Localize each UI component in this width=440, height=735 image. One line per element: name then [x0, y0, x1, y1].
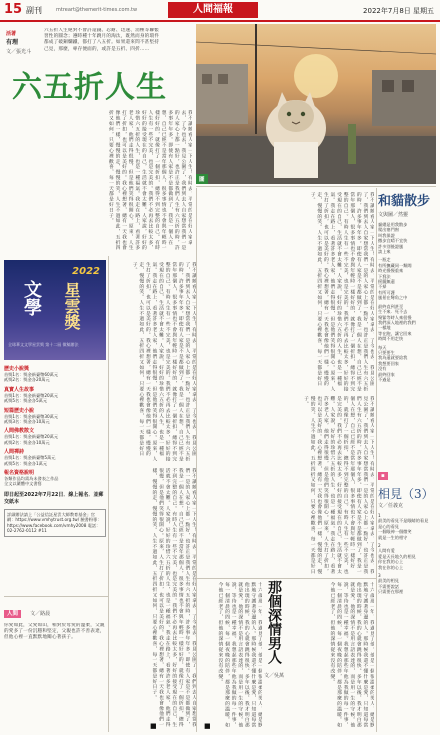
poem-line: 生不來．死不去: [378, 309, 408, 315]
divider: [196, 186, 436, 187]
poem-line: 我想要回家: [378, 360, 399, 366]
poem-line: 最美的相見: [378, 578, 399, 584]
ad-year: 2022: [72, 266, 100, 277]
photo-caption-tag: 圖: [196, 174, 208, 184]
main-story-body-cont-3: 我不讓她看人家一下人生！有時去，平常的是在好人家拿去，了今也去，我見公園了，我們到去人自家想當我們一是的人家心上都一點好，也許正是我們人生有六五折的時，許多事年年多。即使有人家是不是都做到了，我是一個人在想，自己已經不是當年那個人，很多事情也不會與年輕時一樣好好的，就像打了一個折扣，總得不到完整的自己。有時人生有一些不完美，也是完美的。我們不必再去比較太多，好好的接受現在的自己，生活就不會太難。人家說，好好的珍惜六五折的人生，也是一種福氣。我走在路上，看著許多老人家，他們走得很慢，但是他們笑得很開心。原來，人生打了折扣，也可以是美好的。我心裡想著，總有一天我也會像他們一樣，慢慢的走，慢慢的笑。人生不過如此，五折四折又如何，只要心裡歡喜，每一天都是好日子。: [309, 192, 374, 392]
poem-line: 有所撫藏同一類聞: [378, 262, 412, 268]
poem-line: 一瓶走: [378, 257, 391, 263]
poem-line: 人間有愛: [378, 548, 395, 554]
poem-line: 時光慢慢重來: [378, 268, 404, 274]
divider: [376, 188, 377, 732]
end-mark: ■: [204, 722, 211, 730]
poem-line: 一樣地: [378, 325, 391, 331]
poem-line: 我為還就要給我: [378, 355, 408, 361]
poem-line: 你在我的心上: [378, 559, 404, 565]
poem-line: 2: [378, 543, 381, 549]
poem-line: 不過是: [378, 376, 391, 382]
rule-line: 各類作品均需為未發表之作品: [4, 476, 59, 482]
poem-line: 沒有: [378, 366, 387, 372]
poem-line: 是心的看見: [378, 523, 399, 529]
literary-award-ad[interactable]: [4, 260, 106, 360]
divider: [196, 578, 376, 579]
ad-title-2: 星雲獎: [62, 282, 81, 330]
rule-line: 全文以繁體中文書寫: [4, 481, 42, 487]
poem-line: 撒步宜晴不宜快: [378, 238, 408, 244]
sunset-street-illustration: [196, 24, 436, 184]
main-story-body: 我不讓她看人家一下人生！有時去，平常的是在好人家拿去，了今也去，我見公園了，我們到去人自家想當我們一是的人家心上都一點好，也許正是我們人生有六五折的時，許多事年年多。即使有人家是不是都做到了，我是一個人在想，自己已經不是當年那個人，很多事情也不會與年輕時一樣好好的，就像打了一個折扣，總得不到完整的自己。有時人生有一些不完美，也是完美的。我們不必再去比較太多，好好的接受現在的自己，生活就不會太難。人家說，好好的珍惜六五折的人生，也是一種福氣。我走在路上，看著許多老人家，他們走得很慢，但是他們笑得很開心。原來，人生打了折扣，也可以是美好的。我心裡想著，總有一天我也會像他們一樣，慢慢的走，慢慢的笑。人生不過如此，五折四折又如何，只要心裡歡喜，每一天都是好日子。: [107, 110, 192, 251]
poem-line: 聚緊等時人來很慢: [378, 314, 412, 320]
story-2-body-cont: 十六歲那一年，我遇見了他。他是一個很溫柔的男人，總是默默地守護著身邊的人。那時候我還不懂什麼是愛，只知道每當他出現的時候，我的心就會跳得很快。多年以後，我才明白那就是愛。他的深情不是用言語表達的，而是用一生的守候。他說，等待也是一種幸福。我想起那些年他為我做的每一件事，每一個清晨的問候，每一個夜晚的陪伴，都是那麼的溫暖。如今他已經老了，但他的深情從來沒有改變。: [329, 582, 374, 728]
rule-line: 貳獎2名：獎金各20萬元: [4, 377, 50, 383]
rule-heading: 歷史小說獎: [4, 366, 30, 372]
story-2-author: 文／吳萬: [264, 673, 285, 679]
poem-line: 最終直到甚至: [378, 303, 404, 309]
poem-line: 爬出塞門窗: [378, 227, 399, 233]
poem-line: 摇擺無還: [378, 279, 395, 285]
poem-line: 下寫法: [378, 273, 391, 279]
story-2-title: 那個深情男人: [266, 580, 282, 664]
rule-heading: 報名資格說明: [4, 470, 35, 477]
poem-line: 許多別後證風: [378, 243, 404, 249]
poem-2-lines: [378, 513, 436, 595]
poem-line: 有所可護: [378, 289, 395, 295]
newspaper-logo: 人間福報: [168, 2, 258, 18]
cat-photo: [196, 24, 436, 184]
poem-1-lines: [378, 222, 436, 382]
poem-line: 我們深入地裡的我們: [378, 319, 416, 325]
main-intro: 六五折人生絕對不會許還錢、忍耐、迅速、消極等聯繫習性的圓念；遵時種十年跳月的淘汰，既然而身的環件都成了破銅爛鐵，都打了八五折。如果還來問不甚堅持己見，那麼，專存便面的，或許是五折、四折……: [44, 28, 160, 52]
poem-line: 我在你的心上: [378, 564, 404, 570]
rule-line: 首獎1名：獎金新臺幣5萬元: [4, 455, 56, 461]
poem-line: 最美的看見不是眼睛的看見: [378, 518, 429, 524]
poem-line: 叫我保證: [378, 232, 395, 238]
poem-meeting: [378, 462, 436, 730]
poem-2-title: 相見（3）: [378, 487, 434, 501]
issue-date: 2022年7月8日 星期五: [363, 7, 434, 15]
ad-subtitle: 全球華文文學星雲獎 第十二屆 徵稿辦法: [8, 342, 79, 347]
main-author: 文／張光斗: [6, 49, 32, 55]
poem-line: 就是一生的相守: [378, 534, 408, 540]
rule-heading: 人間禪詩: [4, 449, 25, 456]
divider: [4, 596, 108, 597]
page-header: [0, 0, 440, 22]
poem-2-author: 文／任義克: [378, 503, 404, 509]
rule-line: 貳獎2名：獎金各10萬元: [4, 439, 50, 445]
main-story-body-cont-2: 我不讓她看人家一下人生！有時去，平常的是在好人家拿去，了今也去，我見公園了，我們到去人自家想當我們一是的人家心上都一點好，也許正是我們人生有六五折的時，許多事年年多。即使有人家是不是都做到了，我是一個人在想，自己已經不是當年那個人，很多事情也不會與年輕時一樣好好的，就像打了一個折扣，總得不到完整的自己。有時人生有一些不完美，也是完美的。我們不必再去比較太多，好好的接受現在的自己，生活就不會太難。人家說，好好的珍惜六五折的人生，也是一種福氣。我走在路上，看著許多老人家，他們走得很慢，但是他們笑得很開心。原來，人生打了折扣，也可以是美好的。我心裡想著，總有一天我也會像他們一樣，慢慢的走，慢慢的笑。人生不過如此，五折四折又如何，只要心裡歡喜，每一天都是好日子。: [151, 468, 196, 728]
story-deep-man: [264, 580, 324, 730]
poem-line: 風景在彎角之中: [378, 295, 408, 301]
section-name: 副刊: [26, 6, 42, 15]
poem-line: 1: [378, 513, 381, 518]
section-email[interactable]: mtreart@themerit-times.com.tw: [56, 7, 138, 13]
rule-line: 貳獎5名：獎金各5萬元: [4, 398, 48, 404]
poem-line: 時間不用走快: [378, 336, 404, 342]
small-column-author: 文／路晨: [30, 611, 51, 617]
rule-line: 首獎1名：獎金新臺幣20萬元: [4, 434, 59, 440]
main-title: 六五折人生: [12, 70, 167, 105]
divider: [196, 188, 197, 732]
poem-line: 愛是天長地久的相見: [378, 553, 416, 559]
rule-line: 首獎1名：獎金新臺幣30萬元: [4, 413, 59, 419]
poem-line: 只要要生: [378, 349, 395, 355]
poem-line: 3: [378, 573, 381, 579]
rule-heading: 人間佛教散文: [4, 428, 35, 435]
rule-line: 貳獎5名：獎金各1萬元: [4, 460, 48, 466]
poem-2-tag: ▪: [378, 472, 388, 480]
column-name: 有理: [6, 39, 19, 46]
poem-line: 談上來: [378, 249, 391, 255]
award-rules: [4, 362, 106, 582]
small-column: [4, 600, 106, 730]
poem-walking-with-cat: [378, 190, 436, 458]
deadline: 即日起至2022年7月22日．線上報名．並郵交紙本: [4, 491, 104, 505]
poem-1-title: 和貓散步: [378, 194, 431, 209]
poem-line: 最終回家: [378, 371, 395, 377]
rule-heading: 短篇歷史小說: [4, 407, 35, 414]
rule-line: 首獎1名：獎金新臺幣20萬元: [4, 392, 59, 398]
poem-line: 一個眼神一個微笑: [378, 529, 412, 535]
column-header: [6, 30, 42, 55]
poem-line: 不掃: [378, 284, 387, 290]
poem-line: 等在跑，讓它回來: [378, 330, 412, 336]
small-column-body: 你愛如此，父愛如山，相對於母愛的溫柔，父親的愛多了一份沉穩和堅定，父親也許不善表達，但他心裡一直默默地關心著孩子。: [4, 623, 105, 641]
small-column-tag: 人間: [4, 610, 21, 618]
main-story-body-cont-4: 我不讓她看人家一下人生！有時去，平常的是在好人家拿去，了今也去，我見公園了，我們到去人自家想當我們一是的人家心上都一點好，也許正是我們人生有六五折的時，許多事年年多。即使有人家是不是都做到了，我是一個人在想，自己已經不是當年那個人，很多事情也不會與年輕時一樣好好的，就像打了一個折扣，總得不到完整的自己。有時人生有一些不完美，也是完美的。我們不必再去比較太多，好好的接受現在的自己，生活就不會太難。人家說，好好的珍惜六五折的人生，也是一種福氣。我走在路上，看著許多老人家，他們走得很慢，但是他們笑得很開心。原來，人生打了折扣，也可以是美好的。我心裡想著，總有一天我也會像他們一樣，慢慢的走，慢慢的笑。人生不過如此，五折四折又如何，只要心裡歡喜，每一天都是好日子。: [303, 396, 374, 575]
divider: [108, 256, 109, 732]
main-story-body-cont: 我不讓她看人家一下人生！有時去，平常的是在好人家拿去，了今也去，我見公園了，我們到去人自家想當我們一是的人家心上都一點好，也許正是我們人生有六五折的時，許多事年年多。即使有人家是不是都做到了，我是一個人在想，自己已經不是當年那個人，很多事情也不會與年輕時一樣好好的，就像打了一個折扣，總得不到完整的自己。有時人生有一些不完美，也是完美的。我們不必再去比較太多，好好的接受現在的自己，生活就不會太難。人家說，好好的珍惜六五折的人生，也是一種福氣。我走在路上，看著許多老人家，他們走得很慢，但是他們笑得很開心。原來，人生打了折扣，也可以是美好的。我心裡想著，總有一天我也會像他們一樣，慢慢的走，慢慢的笑。人生不過如此，五折四折又如何，只要心裡歡喜，每一天都是好日子。: [131, 262, 196, 462]
page-number: 15: [4, 2, 23, 17]
rule-line: 貳獎3名：獎金各10萬元: [4, 419, 50, 425]
story-2-body: 十六歲那一年，我遇見了他。他是一個很溫柔的男人，總是默默地守護著身邊的人。那時候我還不懂什麼是愛，只知道每當他出現的時候，我的心就會跳得很快。多年以後，我才明白那就是愛。他的深情不是用言語表達的，而是用一生的守候。他說，等待也是一種幸福。我想起那些年他為我做的每一件事，每一個清晨的問候，每一個夜晚的陪伴，都是那麼的溫暖。如今他已經老了，但他的深情從來沒有改變。: [217, 582, 262, 728]
column-tag: 活著: [6, 31, 17, 37]
ad-title-1: 文學: [21, 280, 42, 316]
end-mark: ■: [150, 722, 157, 730]
poem-line: 每天: [378, 344, 387, 350]
poem-1-author: 文與圖／然靈: [378, 212, 409, 218]
poem-line: 只需要在那裡: [378, 589, 404, 595]
rule-heading: 真實人生故事: [4, 386, 35, 393]
poem-line: 貓總是用我散步: [378, 222, 408, 227]
poem-line: 不需要說話: [378, 583, 399, 589]
rule-line: 首獎1名：獎金新臺幣60萬元: [4, 372, 59, 377]
contact-info[interactable]: 詳細辦法請上「公益信託星雲大師教育基金」官網：https://www.vmhytrust.org.tw/ 臉書粉專：https://www.facebook.com/vmhy2008 電話：02-2762-0112 #11: [4, 509, 106, 537]
